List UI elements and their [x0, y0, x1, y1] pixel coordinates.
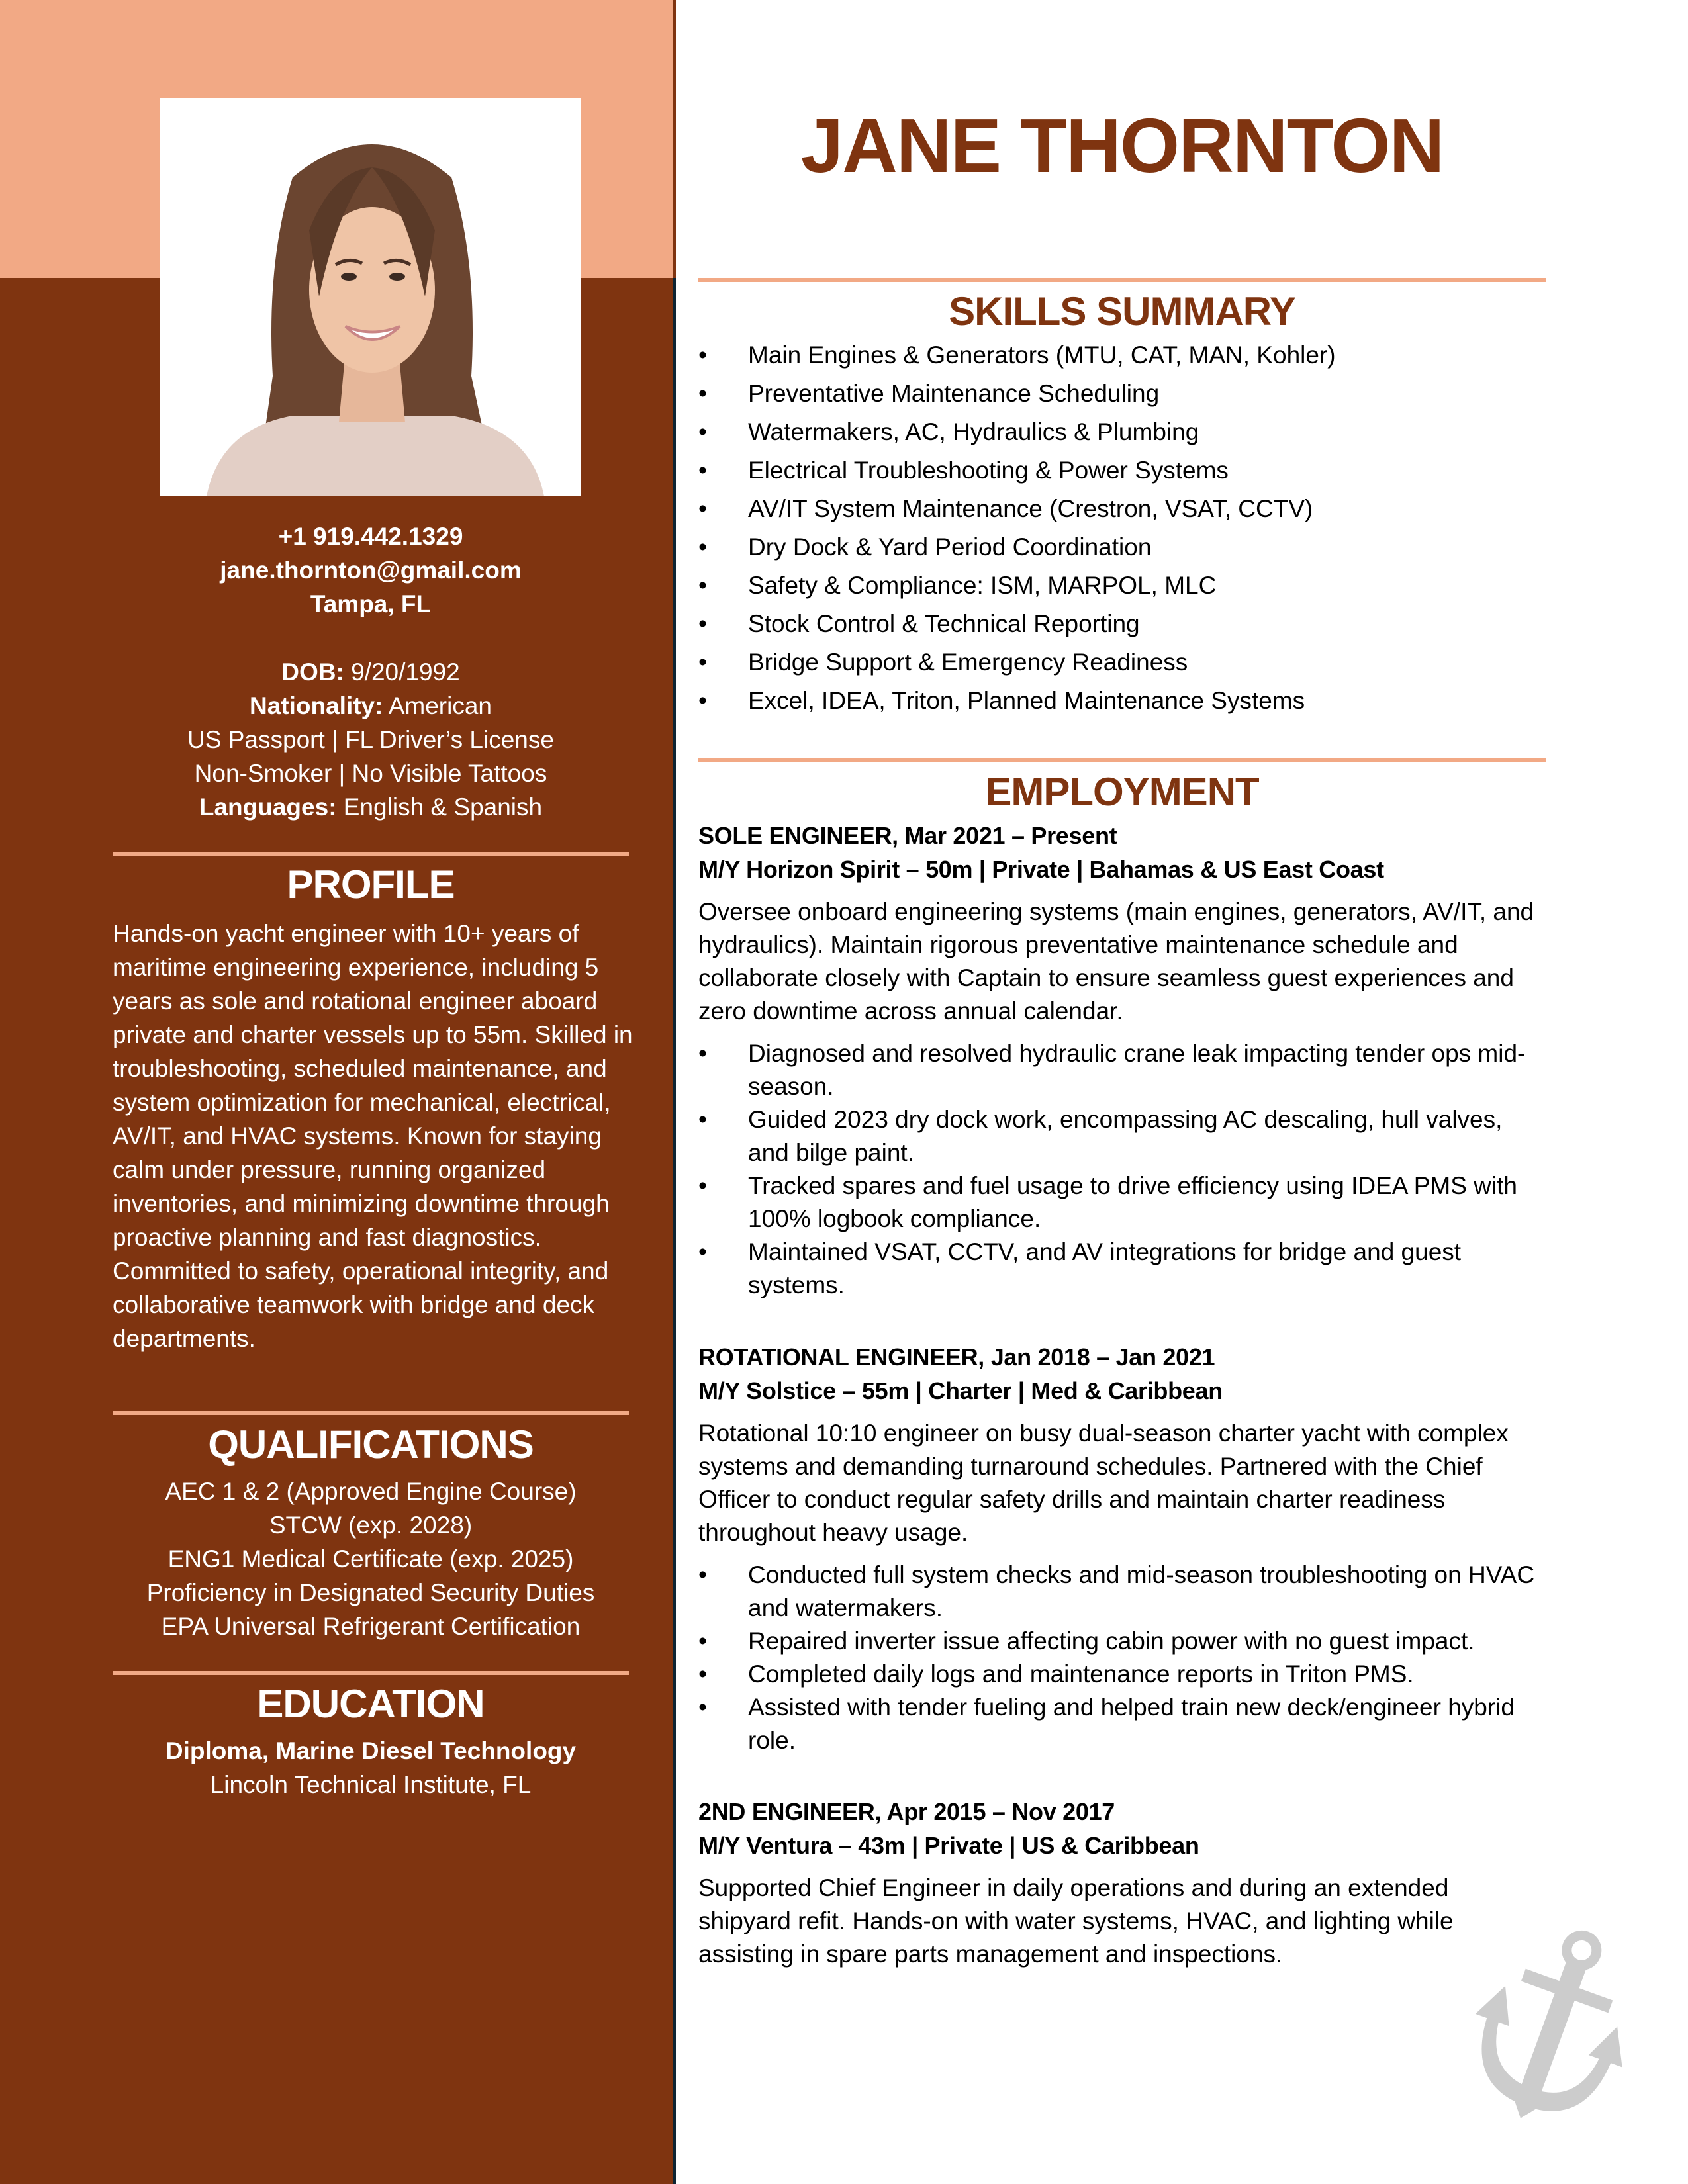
job-bullet: • Maintained VSAT, CCTV, and AV integrations for bridge and guest systems. [698, 1236, 1546, 1302]
job-vessel: M/Y Solstice – 55m | Charter | Med & Caribbean [698, 1377, 1223, 1404]
qualification-item: STCW (exp. 2028) [269, 1512, 473, 1539]
nationality [113, 689, 629, 723]
skill-item: • Electrical Troubleshooting & Power Systems [698, 451, 1546, 490]
documents: US Passport | FL Driver’s License [187, 726, 554, 753]
employment-heading: EMPLOYMENT [985, 770, 1259, 814]
contact-info [113, 520, 629, 621]
profile-photo [160, 98, 581, 496]
column-separator-top [673, 0, 676, 278]
qualifications-heading: QUALIFICATIONS [208, 1422, 534, 1467]
nationality-label: Nationality: [250, 692, 383, 719]
profile-heading: PROFILE [287, 862, 455, 907]
languages-value: English & Spanish [336, 794, 543, 821]
job-vessel: M/Y Ventura – 43m | Private | US & Caribbean [698, 1832, 1199, 1859]
skill-item: • Bridge Support & Emergency Readiness [698, 643, 1546, 682]
education-divider [113, 1671, 629, 1675]
skill-item: • Main Engines & Generators (MTU, CAT, MAN, Kohler) [698, 336, 1546, 375]
school: Lincoln Technical Institute, FL [210, 1771, 532, 1798]
languages-label: Languages: [199, 794, 337, 821]
skills-list [698, 336, 1546, 720]
job-vessel: M/Y Horizon Spirit – 50m | Private | Bahamas & US East Coast [698, 856, 1384, 883]
job-description: Supported Chief Engineer in daily operations and during an extended shipyard refit. Hands-on with water systems, HVAC, and lighting while assisting in spare parts management and inspections. [698, 1874, 1454, 1968]
anchor-icon [1463, 1919, 1648, 2124]
qualification-item: EPA Universal Refrigerant Certification [161, 1613, 581, 1640]
job-bullet: • Assisted with tender fueling and helped train new deck/engineer hybrid role. [698, 1691, 1546, 1757]
languages [113, 790, 629, 824]
dob [113, 655, 629, 689]
skill-item: • Safety & Compliance: ISM, MARPOL, MLC [698, 567, 1546, 605]
qualification-item: AEC 1 & 2 (Approved Engine Course) [165, 1478, 577, 1505]
employment-divider [698, 758, 1546, 762]
skill-item: • Dry Dock & Yard Period Coordination [698, 528, 1546, 567]
skills-divider [698, 278, 1546, 282]
dob-label: DOB: [281, 659, 344, 686]
skill-item: • Stock Control & Technical Reporting [698, 605, 1546, 643]
column-separator [673, 278, 676, 2184]
personal-details [113, 655, 629, 824]
email: jane.thornton@gmail.com [220, 557, 522, 584]
profile-divider [113, 852, 629, 856]
candidate-name: JANE THORNTON [800, 103, 1444, 189]
job-bullet: • Repaired inverter issue affecting cabin power with no guest impact. [698, 1625, 1546, 1658]
job-title: ROTATIONAL ENGINEER, Jan 2018 – Jan 2021 [698, 1343, 1215, 1371]
job-bullet: • Completed daily logs and maintenance reports in Triton PMS. [698, 1658, 1546, 1691]
skill-item: • Excel, IDEA, Triton, Planned Maintenance Systems [698, 682, 1546, 720]
qualification-item: Proficiency in Designated Security Duties [146, 1579, 595, 1606]
location: Tampa, FL [310, 590, 432, 617]
skill-item: • AV/IT System Maintenance (Crestron, VSAT, CCTV) [698, 490, 1546, 528]
dob-value: 9/20/1992 [344, 659, 460, 686]
job-bullets [698, 1037, 1546, 1302]
lifestyle: Non-Smoker | No Visible Tattoos [194, 760, 547, 787]
skills-heading: SKILLS SUMMARY [949, 289, 1295, 334]
education-details [113, 1734, 629, 1801]
nationality-value: American [383, 692, 492, 719]
profile-text: Hands-on yacht engineer with 10+ years of maritime engineering experience, including 5 years as sole and rotational engineer aboard private and charter vessels up to 55m. Skilled in troubleshooting, scheduled maintenance, and system optimization for mechanical, electrical, AV/IT, and HVAC systems. Known for staying calm under pressure, running organized inventories, and minimizing downtime through proactive planning and fast diagnostics. Committed to safety, operational integrity, and collaborative teamwork with bridge and deck departments. [113, 920, 633, 1352]
skill-item: • Preventative Maintenance Scheduling [698, 375, 1546, 413]
qualifications-list [113, 1475, 629, 1643]
job-entry [698, 819, 1546, 1302]
job-title: SOLE ENGINEER, Mar 2021 – Present [698, 822, 1117, 849]
education-heading: EDUCATION [257, 1682, 485, 1726]
phone: +1 919.442.1329 [278, 523, 463, 550]
qualifications-divider [113, 1411, 629, 1415]
job-bullet: • Guided 2023 dry dock work, encompassing AC descaling, hull valves, and bilge paint. [698, 1103, 1546, 1169]
job-description: Oversee onboard engineering systems (main engines, generators, AV/IT, and hydraulics). Maintain rigorous preventative maintenance schedule and collaborate closely with Captain to ensure seamless guest experiences and zero downtime across annual calendar. [698, 898, 1534, 1024]
job-entry [698, 1340, 1546, 1757]
job-bullet: • Diagnosed and resolved hydraulic crane leak impacting tender ops mid-season. [698, 1037, 1546, 1103]
portrait-image [160, 98, 581, 496]
qualification-item: ENG1 Medical Certificate (exp. 2025) [167, 1545, 574, 1572]
job-bullet: • Conducted full system checks and mid-season troubleshooting on HVAC and watermakers. [698, 1559, 1546, 1625]
job-bullets [698, 1559, 1546, 1757]
job-bullet: • Tracked spares and fuel usage to drive efficiency using IDEA PMS with 100% logbook compliance. [698, 1169, 1546, 1236]
degree: Diploma, Marine Diesel Technology [165, 1737, 577, 1764]
job-entry [698, 1795, 1546, 1971]
job-title: 2ND ENGINEER, Apr 2015 – Nov 2017 [698, 1798, 1115, 1825]
skill-item: • Watermakers, AC, Hydraulics & Plumbing [698, 413, 1546, 451]
job-description: Rotational 10:10 engineer on busy dual-season charter yacht with complex systems and demanding turnaround schedules. Partnered with the Chief Officer to conduct regular safety drills and maintain charter readiness throughout heavy usage. [698, 1420, 1509, 1546]
